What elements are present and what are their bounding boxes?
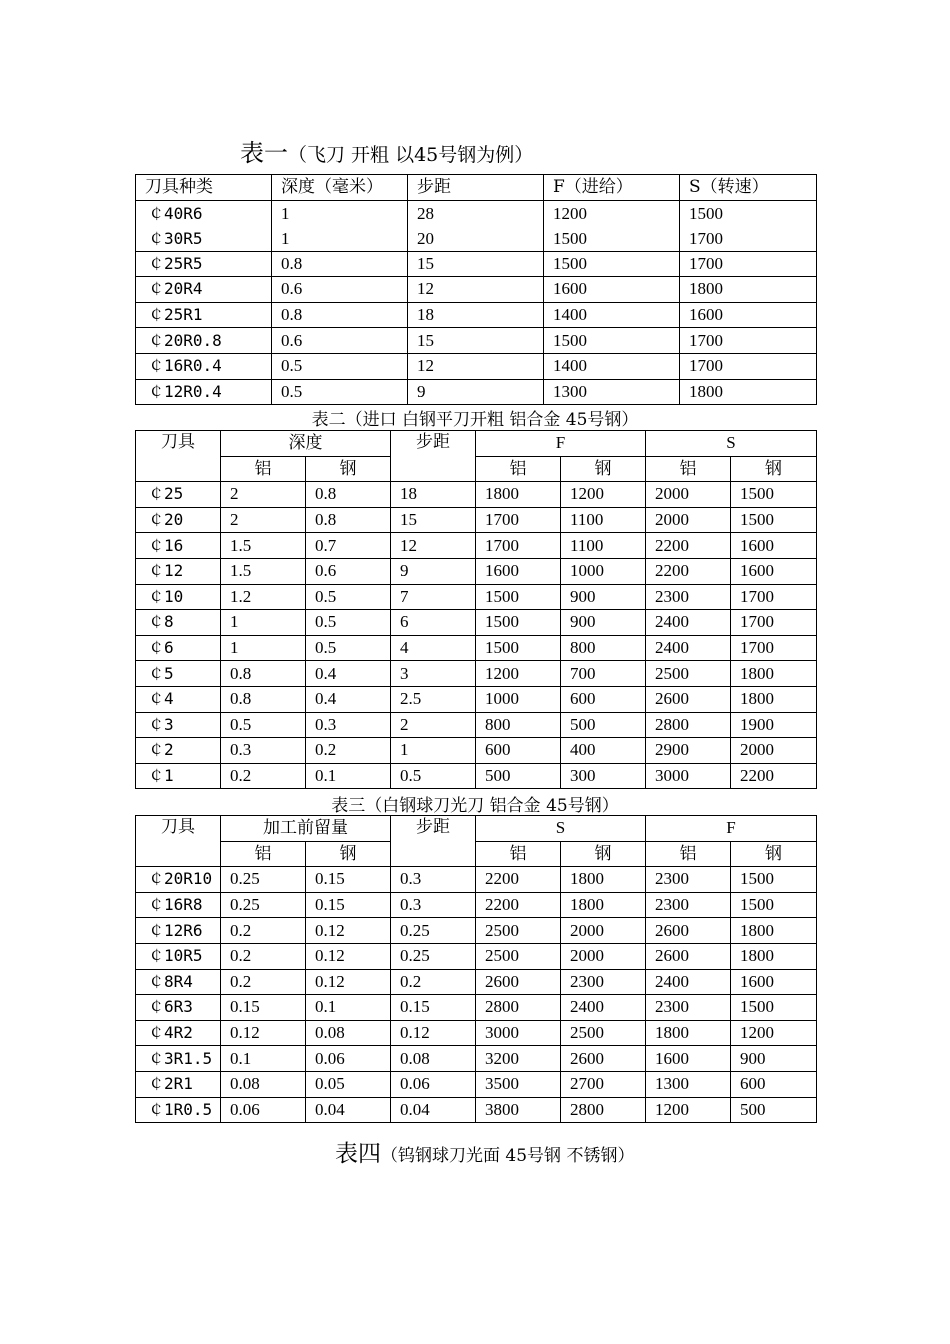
- table2-cell: 1800: [731, 686, 817, 712]
- table3-cell: 1600: [646, 1046, 731, 1072]
- table1-row: [136, 328, 817, 354]
- table2-header-depth-steel: 钢: [306, 456, 391, 482]
- table2-cell: 9: [391, 558, 476, 584]
- table2-cell: 2900: [646, 738, 731, 764]
- table1-cell-tool: ￠16R0.4: [136, 353, 272, 379]
- table2-cell: 1800: [476, 482, 561, 508]
- table3-cell: 2600: [561, 1046, 646, 1072]
- table3-header-allowance-al: 铝: [221, 841, 306, 867]
- table3-row: [136, 918, 817, 944]
- table2-cell: 300: [561, 763, 646, 789]
- table1-title-sub: （飞刀 开粗 以45号钢为例）: [288, 144, 534, 166]
- table2-cell-tool: ￠8: [136, 610, 221, 636]
- table3-row: [136, 1046, 817, 1072]
- table3-cell-tool: ￠16R8: [136, 892, 221, 918]
- table3-row: [136, 892, 817, 918]
- table3-cell: 1600: [731, 969, 817, 995]
- table3-cell: 2600: [476, 969, 561, 995]
- table1-header-row: [136, 175, 817, 201]
- table2-cell: 2200: [646, 533, 731, 559]
- table3-cell: 2600: [646, 943, 731, 969]
- table2-cell: 3: [391, 661, 476, 687]
- table2-row: [136, 712, 817, 738]
- table3-cell: 0.12: [306, 943, 391, 969]
- table2-cell: 2600: [646, 686, 731, 712]
- table1-cell-tool: ￠20R0.8: [136, 328, 272, 354]
- table3-cell: 0.2: [391, 969, 476, 995]
- table2-cell: 1700: [731, 635, 817, 661]
- table2-cell: 2800: [646, 712, 731, 738]
- table2-cell: 2300: [646, 584, 731, 610]
- table3-cell: 0.2: [221, 943, 306, 969]
- table3-cell: 1300: [646, 1071, 731, 1097]
- table3-cell-tool: ￠6R3: [136, 995, 221, 1021]
- table3-cell: 1200: [731, 1020, 817, 1046]
- table2-cell: 1200: [476, 661, 561, 687]
- table2-cell: 0.8: [221, 661, 306, 687]
- table3-cell-tool: ￠20R10: [136, 867, 221, 893]
- table2-cell: 1900: [731, 712, 817, 738]
- table1-header-depth: 深度（毫米）: [272, 175, 408, 201]
- table3-cell: 1800: [646, 1020, 731, 1046]
- table2-cell: 0.5: [306, 610, 391, 636]
- table1-cell: 0.5: [272, 379, 408, 405]
- table3-cell: 2800: [561, 1097, 646, 1123]
- table1-row-merged: [136, 200, 817, 251]
- table3-cell: 0.06: [306, 1046, 391, 1072]
- table3-cell-tool: ￠2R1: [136, 1071, 221, 1097]
- table1-header-step: 步距: [408, 175, 544, 201]
- table2-cell: 1.2: [221, 584, 306, 610]
- table2-cell: 400: [561, 738, 646, 764]
- table2-body: [136, 482, 817, 789]
- table1-cell: 1800: [680, 277, 817, 303]
- table2-cell-tool: ￠6: [136, 635, 221, 661]
- table1-cell: 0.8: [272, 251, 408, 277]
- table3-cell: 2300: [646, 867, 731, 893]
- table2-cell: 2200: [646, 558, 731, 584]
- table1-cell: 9: [408, 379, 544, 405]
- table3-cell: 0.06: [221, 1097, 306, 1123]
- table2-row: [136, 584, 817, 610]
- table1-title: [240, 133, 533, 168]
- table1-step-line: 20: [417, 228, 434, 248]
- table3-header-allowance-steel: 钢: [306, 841, 391, 867]
- table3-cell: 1500: [731, 995, 817, 1021]
- table2-cell: 0.2: [306, 738, 391, 764]
- table2-cell-tool: ￠20: [136, 507, 221, 533]
- table3-header-speed: S: [476, 816, 646, 842]
- table2-row: [136, 635, 817, 661]
- table1-cell: 15: [408, 328, 544, 354]
- table1-cell: 1700: [680, 251, 817, 277]
- table2-cell: 900: [561, 584, 646, 610]
- table4-title-main: 表四: [335, 1141, 381, 1167]
- table4-title: [335, 1135, 634, 1168]
- table2-cell-tool: ￠1: [136, 763, 221, 789]
- table1-feed-line: 1500: [553, 228, 587, 248]
- table3-row: [136, 943, 817, 969]
- table4-title-sub: （钨钢球刀光面 45号钢 不锈钢）: [381, 1146, 635, 1166]
- table2-header-row-1: [136, 431, 817, 457]
- table2-header-feed-steel: 钢: [561, 456, 646, 482]
- table1-cell: 12: [408, 353, 544, 379]
- table2-cell-tool: ￠3: [136, 712, 221, 738]
- table3-cell: 1800: [561, 867, 646, 893]
- table3-cell: 1800: [731, 918, 817, 944]
- table2-cell: 6: [391, 610, 476, 636]
- table3-cell: 0.04: [306, 1097, 391, 1123]
- table1-body: [136, 251, 817, 405]
- table2-cell: 1: [221, 610, 306, 636]
- table2-row: [136, 610, 817, 636]
- table3-cell: 2200: [476, 867, 561, 893]
- table2-header-depth: 深度: [221, 431, 391, 457]
- table2-cell: 600: [476, 738, 561, 764]
- table2-cell: 0.5: [306, 635, 391, 661]
- table2-row: [136, 482, 817, 508]
- table3-cell: 2600: [646, 918, 731, 944]
- table2-cell: 1500: [476, 635, 561, 661]
- table1-fly-cutter-roughing: [135, 174, 817, 405]
- table1-header-speed: S（转速）: [680, 175, 817, 201]
- table2-cell: 900: [561, 610, 646, 636]
- table2-header-depth-al: 铝: [221, 456, 306, 482]
- table3-header-feed-al: 铝: [646, 841, 731, 867]
- table2-cell: 1700: [731, 584, 817, 610]
- table2-cell-tool: ￠16: [136, 533, 221, 559]
- table2-cell: 0.7: [306, 533, 391, 559]
- table3-cell: 0.15: [306, 892, 391, 918]
- table2-cell: 800: [476, 712, 561, 738]
- table2-cell: 2400: [646, 610, 731, 636]
- table2-cell: 1100: [561, 533, 646, 559]
- table3-cell: 1800: [731, 943, 817, 969]
- table3-header-speed-al: 铝: [476, 841, 561, 867]
- table2-row: [136, 558, 817, 584]
- table2-cell: 2000: [646, 482, 731, 508]
- table2-cell: 1000: [476, 686, 561, 712]
- table3-cell: 2800: [476, 995, 561, 1021]
- table3-cell: 0.1: [221, 1046, 306, 1072]
- table1-cell: 1700: [680, 353, 817, 379]
- table1-tool-line: ￠40R6: [148, 203, 203, 223]
- table3-cell: 0.3: [391, 867, 476, 893]
- table1-cell: 15: [408, 251, 544, 277]
- table2-cell: 2.5: [391, 686, 476, 712]
- table3-row: [136, 1097, 817, 1123]
- table2-cell: 1600: [476, 558, 561, 584]
- table2-cell: 4: [391, 635, 476, 661]
- table1-cell: 1400: [544, 302, 680, 328]
- table2-row: [136, 686, 817, 712]
- table3-cell: 2300: [561, 969, 646, 995]
- table2-cell: 1600: [731, 533, 817, 559]
- table3-cell: 2400: [646, 969, 731, 995]
- table2-cell-tool: ￠10: [136, 584, 221, 610]
- table2-cell: 2: [221, 507, 306, 533]
- table3-cell: 0.3: [391, 892, 476, 918]
- table3-cell: 0.15: [391, 995, 476, 1021]
- table1-cell: 1500: [544, 328, 680, 354]
- table3-cell-tool: ￠12R6: [136, 918, 221, 944]
- table2-cell: 12: [391, 533, 476, 559]
- table1-row: [136, 302, 817, 328]
- table2-cell: 0.3: [306, 712, 391, 738]
- table2-cell-tool: ￠25: [136, 482, 221, 508]
- table3-cell: 0.08: [306, 1020, 391, 1046]
- table2-cell: 1700: [476, 507, 561, 533]
- table2-cell: 1600: [731, 558, 817, 584]
- table1-row: [136, 379, 817, 405]
- table2-end-mill-roughing: [135, 430, 817, 789]
- table2-cell: 1: [221, 635, 306, 661]
- table1-cell: 1400: [544, 353, 680, 379]
- table2-cell: 18: [391, 482, 476, 508]
- table1-cell: 18: [408, 302, 544, 328]
- table3-cell: 0.04: [391, 1097, 476, 1123]
- table2-header-step: 步距: [391, 431, 476, 482]
- table3-cell: 2700: [561, 1071, 646, 1097]
- table1-cell-speed: [680, 200, 817, 251]
- table3-title: 表三（白钢球刀光刀 铝合金 45号钢）: [331, 796, 619, 816]
- table2-cell: 0.3: [221, 738, 306, 764]
- table2-cell: 1500: [476, 584, 561, 610]
- table1-cell: 1700: [680, 328, 817, 354]
- table3-cell: 500: [731, 1097, 817, 1123]
- table3-cell: 1800: [561, 892, 646, 918]
- table3-cell: 2500: [476, 943, 561, 969]
- table2-cell: 1800: [731, 661, 817, 687]
- table3-cell: 0.05: [306, 1071, 391, 1097]
- table2-cell: 0.2: [221, 763, 306, 789]
- table1-cell: 12: [408, 277, 544, 303]
- table1-depth-line: 1: [281, 228, 290, 248]
- table1-cell: 1300: [544, 379, 680, 405]
- table1-cell: 1800: [680, 379, 817, 405]
- table2-row: [136, 533, 817, 559]
- table1-row: [136, 277, 817, 303]
- table3-cell: 0.15: [306, 867, 391, 893]
- table2-row: [136, 507, 817, 533]
- table2-cell: 3000: [646, 763, 731, 789]
- table1-row: [136, 251, 817, 277]
- table3-cell: 2000: [561, 943, 646, 969]
- table2-cell: 2200: [731, 763, 817, 789]
- table1-speed-line: 1500: [689, 203, 723, 223]
- table2-cell-tool: ￠12: [136, 558, 221, 584]
- table2-cell: 0.6: [306, 558, 391, 584]
- table2-cell: 1700: [476, 533, 561, 559]
- table3-header-allowance: 加工前留量: [221, 816, 391, 842]
- table1-cell-tool: [136, 200, 272, 251]
- table3-cell: 2300: [646, 892, 731, 918]
- table3-header-row-1: [136, 816, 817, 842]
- table1-cell-tool: ￠12R0.4: [136, 379, 272, 405]
- table3-cell: 0.12: [221, 1020, 306, 1046]
- table3-cell: 0.25: [221, 867, 306, 893]
- table3-cell-tool: ￠4R2: [136, 1020, 221, 1046]
- table2-cell: 2500: [646, 661, 731, 687]
- table3-cell: 0.15: [221, 995, 306, 1021]
- table1-cell: 0.6: [272, 277, 408, 303]
- table2-header-row-2: [136, 456, 817, 482]
- table3-cell: 0.12: [391, 1020, 476, 1046]
- table3-cell: 900: [731, 1046, 817, 1072]
- table3-cell-tool: ￠10R5: [136, 943, 221, 969]
- table3-cell: 0.2: [221, 969, 306, 995]
- table2-cell: 2000: [646, 507, 731, 533]
- table1-depth-line: 1: [281, 203, 290, 223]
- table1-cell-tool: ￠20R4: [136, 277, 272, 303]
- table2-cell: 0.8: [306, 507, 391, 533]
- table3-cell: 0.12: [306, 918, 391, 944]
- table3-header-step: 步距: [391, 816, 476, 867]
- table1-header-tool: 刀具种类: [136, 175, 272, 201]
- table2-title: 表二（进口 白钢平刀开粗 铝合金 45号钢）: [311, 410, 639, 430]
- table3-ball-mill-finishing: [135, 815, 817, 1123]
- table3-row: [136, 969, 817, 995]
- table3-cell-tool: ￠1R0.5: [136, 1097, 221, 1123]
- table3-row: [136, 1071, 817, 1097]
- table2-header-speed-al: 铝: [646, 456, 731, 482]
- table3-cell: 2300: [646, 995, 731, 1021]
- table1-cell: 1500: [544, 251, 680, 277]
- table2-row: [136, 661, 817, 687]
- table2-cell: 0.5: [221, 712, 306, 738]
- table2-cell-tool: ￠2: [136, 738, 221, 764]
- table3-cell: 2500: [561, 1020, 646, 1046]
- table2-cell: 7: [391, 584, 476, 610]
- table2-cell: 0.4: [306, 686, 391, 712]
- table2-cell: 0.5: [391, 763, 476, 789]
- table2-header-feed: F: [476, 431, 646, 457]
- table2-cell: 1: [391, 738, 476, 764]
- table1-cell: 1600: [544, 277, 680, 303]
- table3-cell-tool: ￠8R4: [136, 969, 221, 995]
- table3-cell-tool: ￠3R1.5: [136, 1046, 221, 1072]
- table1-cell-tool: ￠25R5: [136, 251, 272, 277]
- table3-cell: 3200: [476, 1046, 561, 1072]
- table1-title-main: 表一: [240, 139, 288, 167]
- table3-cell: 3500: [476, 1071, 561, 1097]
- table2-cell: 1.5: [221, 558, 306, 584]
- table1-feed-line: 1200: [553, 203, 587, 223]
- table3-header-speed-steel: 钢: [561, 841, 646, 867]
- table2-cell: 1500: [476, 610, 561, 636]
- table2-cell: 2000: [731, 738, 817, 764]
- table2-cell: 2: [391, 712, 476, 738]
- table1-cell: 0.8: [272, 302, 408, 328]
- table3-cell: 2000: [561, 918, 646, 944]
- table2-cell: 15: [391, 507, 476, 533]
- table2-header-tool: 刀具: [136, 431, 221, 482]
- table2-cell-tool: ￠4: [136, 686, 221, 712]
- table3-cell: 0.1: [306, 995, 391, 1021]
- table1-tool-line: ￠30R5: [148, 228, 203, 248]
- table2-cell: 0.4: [306, 661, 391, 687]
- table2-cell: 0.5: [306, 584, 391, 610]
- table2-cell-tool: ￠5: [136, 661, 221, 687]
- table3-row: [136, 867, 817, 893]
- table3-cell: 0.12: [306, 969, 391, 995]
- table3-cell: 1200: [646, 1097, 731, 1123]
- table2-header-speed-steel: 钢: [731, 456, 817, 482]
- table2-cell: 1500: [731, 482, 817, 508]
- table3-cell: 0.25: [391, 943, 476, 969]
- table3-cell: 2500: [476, 918, 561, 944]
- table2-row: [136, 738, 817, 764]
- table1-cell-feed: [544, 200, 680, 251]
- table3-cell: 0.2: [221, 918, 306, 944]
- table3-cell: 0.25: [391, 918, 476, 944]
- table3-cell: 2400: [561, 995, 646, 1021]
- table2-cell: 1100: [561, 507, 646, 533]
- table2-cell: 0.8: [221, 686, 306, 712]
- table3-cell: 3000: [476, 1020, 561, 1046]
- table1-step-line: 28: [417, 203, 434, 223]
- table3-cell: 1500: [731, 892, 817, 918]
- table2-cell: 1000: [561, 558, 646, 584]
- table2-header-speed: S: [646, 431, 817, 457]
- table3-cell: 1500: [731, 867, 817, 893]
- table2-cell: 800: [561, 635, 646, 661]
- table2-cell: 2400: [646, 635, 731, 661]
- table3-header-feed-steel: 钢: [731, 841, 817, 867]
- table2-cell: 0.1: [306, 763, 391, 789]
- table1-cell-step: [408, 200, 544, 251]
- table2-row: [136, 763, 817, 789]
- table2-cell: 1500: [731, 507, 817, 533]
- table3-cell: 0.08: [391, 1046, 476, 1072]
- table3-cell: 600: [731, 1071, 817, 1097]
- table1-speed-line: 1700: [689, 228, 723, 248]
- table3-header-feed: F: [646, 816, 817, 842]
- table3-header-tool: 刀具: [136, 816, 221, 867]
- table2-cell: 1700: [731, 610, 817, 636]
- table2-header-feed-al: 铝: [476, 456, 561, 482]
- table1-cell: 0.5: [272, 353, 408, 379]
- table2-cell: 1200: [561, 482, 646, 508]
- table2-cell: 700: [561, 661, 646, 687]
- table1-cell: 1600: [680, 302, 817, 328]
- table2-cell: 1.5: [221, 533, 306, 559]
- table3-cell: 0.06: [391, 1071, 476, 1097]
- table1-cell-depth: [272, 200, 408, 251]
- table1-cell-tool: ￠25R1: [136, 302, 272, 328]
- table3-row: [136, 995, 817, 1021]
- table3-cell: 3800: [476, 1097, 561, 1123]
- table1-cell: 0.6: [272, 328, 408, 354]
- table2-cell: 500: [476, 763, 561, 789]
- table3-row: [136, 1020, 817, 1046]
- table2-cell: 500: [561, 712, 646, 738]
- table3-cell: 0.08: [221, 1071, 306, 1097]
- table1-row: [136, 353, 817, 379]
- table3-body: [136, 867, 817, 1123]
- table3-header-row-2: [136, 841, 817, 867]
- table2-cell: 0.8: [306, 482, 391, 508]
- table2-cell: 600: [561, 686, 646, 712]
- table2-cell: 2: [221, 482, 306, 508]
- table3-cell: 2200: [476, 892, 561, 918]
- table1-header-feed: F（进给）: [544, 175, 680, 201]
- table3-cell: 0.25: [221, 892, 306, 918]
